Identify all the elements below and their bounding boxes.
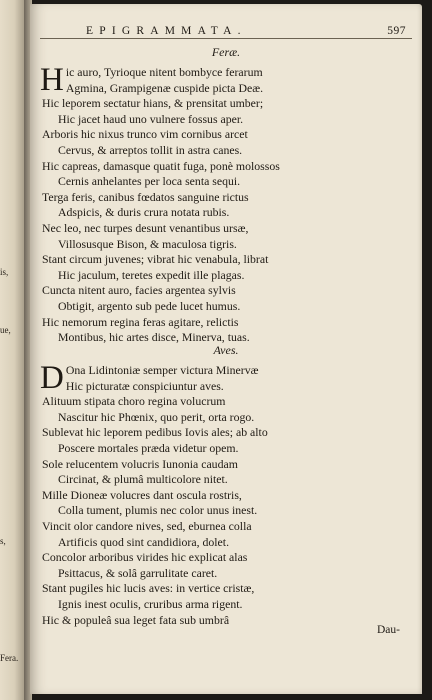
- verse-line-text: Hic jaculum, teretes expedit ille plagas.: [58, 267, 245, 282]
- verse-line: [42, 221, 414, 237]
- verse-line: [42, 112, 414, 128]
- verse-line-text: Hic jacet haud uno vulnere fossus aper.: [58, 111, 244, 126]
- verse-line: [42, 425, 414, 441]
- verse-line: [42, 299, 414, 315]
- verse-line: [42, 535, 414, 551]
- verse-line-text: Stant pugiles hic lucis aves: in vertice cristæ,: [42, 581, 255, 596]
- verse-line-text: Agmina, Grampigenæ cuspide picta Deæ.: [65, 80, 264, 95]
- verse-line-text: Villosusque Bison, & maculosa tigris.: [58, 236, 237, 251]
- poem-aves: [40, 360, 414, 628]
- verse-line: [42, 268, 414, 284]
- drop-cap: H: [40, 62, 64, 98]
- verse-line: [42, 410, 414, 426]
- verse-line-text: Concolor arboribus virides hic explicat alas: [42, 550, 248, 565]
- verse-line-text: Sublevat hic leporem pedibus Iovis ales; ab alto: [42, 425, 268, 440]
- verse-line: [42, 597, 414, 613]
- verse-line: [42, 457, 414, 473]
- verse-line: [42, 96, 414, 112]
- verse-line: [42, 519, 414, 535]
- verse-line-text: Vincit olor candore nives, sed, eburnea colla: [42, 518, 252, 533]
- verse-line: [42, 581, 414, 597]
- verse-line-text: Hic leporem sectatur hians, & prensitat umber;: [42, 96, 264, 111]
- verse-line-text: Colla tument, plumis nec color unus inest.: [58, 503, 258, 518]
- verse-line-text: Mille Dioneæ volucres dant oscula rostris,: [42, 487, 242, 502]
- catchword: Dau-: [377, 624, 400, 636]
- verse-line: [42, 174, 414, 190]
- verse-line-text: Stant circum juvenes; vibrat hic venabula, librat: [42, 252, 269, 267]
- verse-line: [42, 441, 414, 457]
- verse-line: [42, 394, 414, 410]
- verse-line: [42, 190, 414, 206]
- verse-line-text: Sole relucentem volucris Iunonia caudam: [42, 456, 238, 471]
- verse-line: [42, 472, 414, 488]
- verse-line-text: Ignis inest oculis, cruribus arma rigent.: [58, 596, 243, 611]
- left-page-fragment: is,: [0, 267, 9, 277]
- verse-line-text: Alituum stipata choro regina volucrum: [42, 394, 226, 409]
- verse-line: [42, 379, 414, 395]
- verse-line-text: Cernis anhelantes per loca senta sequi.: [58, 174, 241, 189]
- adjacent-left-page: [0, 0, 24, 700]
- verse-line-text: Psittacus, & solâ garrulitate caret.: [58, 565, 218, 580]
- verse-line: [42, 205, 414, 221]
- verse-line-text: Nec leo, nec turpes desunt venantibus ursæ,: [42, 220, 249, 235]
- verse-line: [42, 159, 414, 175]
- book-page: [30, 4, 422, 694]
- verse-line-text: Nascitur hic Phœnix, quo perit, orta rogo.: [58, 409, 255, 424]
- verse-line: [42, 550, 414, 566]
- verse-line: [42, 127, 414, 143]
- poem-ferae: [40, 62, 414, 346]
- verse-line: [42, 613, 414, 629]
- verse-line: [42, 81, 414, 97]
- verse-line-text: ic auro, Tyrioque nitent bombyce ferarum: [65, 65, 263, 79]
- running-title: EPIGRAMMATA.: [86, 25, 247, 37]
- verse-line-text: Adspicis, & duris crura notata rubis.: [58, 205, 230, 220]
- verse-line-text: Hic nemorum regina feras agitare, relictis: [42, 314, 239, 329]
- verse-line: [42, 488, 414, 504]
- verse-line-text: Cervus, & arreptos tollit in astra canes.: [58, 142, 243, 157]
- verse-line-text: Arboris hic nixus trunco vim cornibus arcet: [42, 127, 248, 142]
- verse-line: [42, 143, 414, 159]
- verse-line-text: Montibus, hic artes disce, Minerva, tuas.: [58, 330, 250, 345]
- header-rule: [40, 38, 412, 39]
- verse-line-text: Cuncta nitent auro, facies argentea sylvis: [42, 283, 236, 298]
- verse-line-text: Obtigit, argento sub pede lucet humus.: [58, 298, 241, 313]
- verse-line: [42, 237, 414, 253]
- left-page-fragment: ue,: [0, 325, 11, 335]
- section-title-aves: Aves.: [213, 343, 239, 357]
- left-page-fragment: Fera.: [0, 653, 19, 663]
- section-title-ferae: Feræ.: [211, 45, 241, 59]
- verse-line: [42, 252, 414, 268]
- verse-line-text: Terga feris, canibus fœdatos sanguine rictus: [42, 189, 249, 204]
- verse-line-text: Artificis quod sint candidiora, dolet.: [58, 534, 230, 549]
- verse-line-text: Ona Lidintoniæ semper victura Minervæ: [65, 363, 259, 377]
- verse-line-text: Hic capreas, damasque quatit fuga, ponè molossos: [42, 158, 280, 173]
- verse-line-text: Hic picturatæ conspiciuntur aves.: [65, 378, 224, 393]
- drop-cap: D: [40, 360, 64, 396]
- left-page-fragment: s,: [0, 536, 6, 546]
- verse-line: [42, 566, 414, 582]
- verse-line-text: Circinat, & plumâ multicolore nitet.: [58, 472, 228, 487]
- verse-line-text: Poscere mortales præda videtur opem.: [58, 440, 239, 455]
- verse-line: [42, 315, 414, 331]
- verse-line-text: Hic & populeâ sua leget fata sub umbrâ: [42, 612, 230, 627]
- page-number: 597: [387, 25, 406, 37]
- verse-line: [42, 503, 414, 519]
- verse-line: [42, 283, 414, 299]
